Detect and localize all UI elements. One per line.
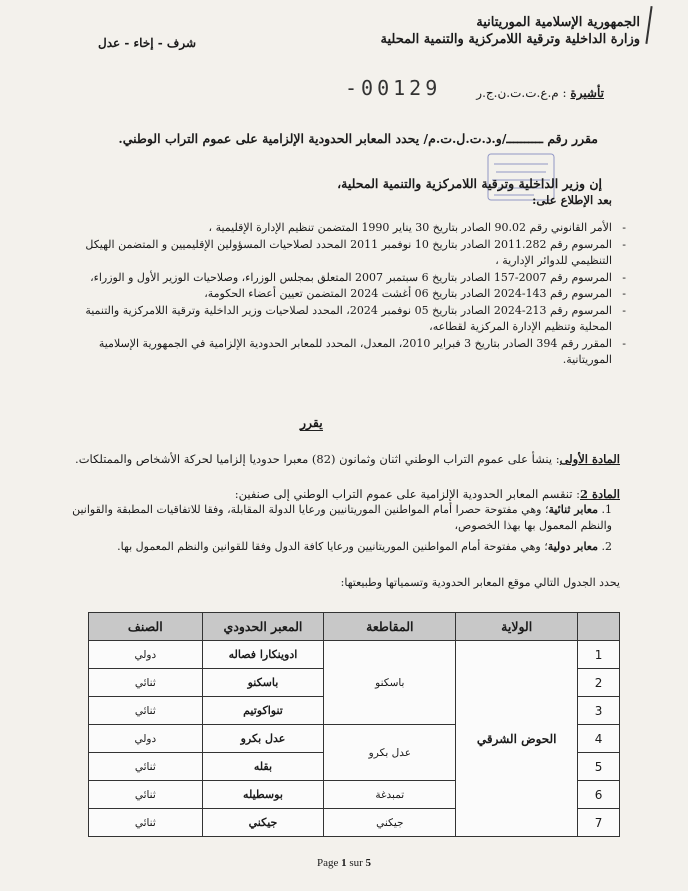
item-label: معابر دولية	[547, 540, 598, 553]
wilaya-cell: الحوض الشرقي	[456, 641, 578, 837]
row-number: 7	[578, 809, 620, 837]
table-header-row	[89, 613, 620, 641]
national-motto: شرف - إخاء - عدل	[98, 36, 197, 50]
row-number: 3	[578, 697, 620, 725]
letterhead	[320, 14, 640, 48]
republic-name: الجمهورية الإسلامية الموريتانية	[476, 15, 640, 30]
row-number: 1	[578, 641, 620, 669]
table-intro: يحدد الجدول التالي موقع المعابر الحدودية وتسمياتها وطبيعتها:	[340, 576, 620, 589]
crossing-cell: تنواكوتيم	[202, 697, 324, 725]
item-label: معابر ثنائية	[548, 503, 598, 516]
item-number: 1.	[601, 503, 612, 516]
article-1-heading: المادة الأولى	[559, 452, 620, 466]
list-item: - المرسوم رقم 213-2024 الصادر بتاريخ 05 نوفمبر 2024، المحدد لصلاحيات وزير الداخلية وترقية اللامركزية والتنمية المحلية وتنظيم الإدارة المركزية لقطاعه،	[56, 303, 626, 336]
tashira-value: : م.ع.ت.ت.ن.ج.ر	[476, 86, 567, 100]
moughataa-cell: جيكني	[324, 809, 456, 837]
item-text: ؛ وهي مفتوحة حصرا أمام المواطنين الموريتانيين ورعايا الدولة المقابلة، وفقا للاتفاقيات المطبقة والقوانين والنظم المعمول بها بهذا الخصوص،	[72, 503, 612, 532]
class-cell: ثنائي	[89, 697, 203, 725]
header-num	[578, 613, 620, 641]
article-2-text: : تنقسم المعابر الحدودية الإلزامية على عموم التراب الوطني إلى صنفين:	[234, 487, 580, 501]
crossing-cell: بوسطيله	[202, 781, 324, 809]
footer-page-number: 1	[341, 857, 347, 869]
footer-sur: sur	[346, 857, 366, 869]
row-number: 5	[578, 753, 620, 781]
row-number: 4	[578, 725, 620, 753]
footer-prefix: Page	[316, 857, 342, 869]
header-class: الصنف	[89, 613, 203, 641]
class-cell: دولي	[89, 641, 203, 669]
ministry-name: وزارة الداخلية وترقية اللامركزية والتنمية المحلية	[380, 32, 640, 47]
list-item: - الأمر القانوني رقم 90.02 الصادر بتاريخ 30 يناير 1990 المتضمن تنظيم الإدارة الإقليمية ،	[56, 220, 626, 237]
margin-pen-stroke	[645, 6, 652, 44]
footer-total-pages: 5	[365, 857, 372, 869]
crossing-cell: جيكني	[202, 809, 324, 837]
crossing-cell: عدل بكرو	[202, 725, 324, 753]
article-2-item-2	[42, 539, 612, 555]
article-1-text: : ينشأ على عموم التراب الوطني اثنان وثمانون (82) معبرا حدوديا إلزاميا لحركة الأشخاص والممتلكات.	[75, 452, 560, 466]
class-cell: ثنائي	[89, 753, 203, 781]
reference-number: -00129	[345, 76, 442, 100]
list-item: - المقرر رقم 394 الصادر بتاريخ 3 فبراير 2010، المعدل، المحدد للمعابر الحدودية الإلزامية في الجمهورية الإسلامية الموريتانية.	[56, 336, 626, 369]
decides-heading: يقرر	[300, 415, 323, 430]
list-item: - المرسوم رقم 2011.282 الصادر بتاريخ 10 نوفمبر 2011 المحدد لصلاحيات المسؤولين الإقليميين و المتضمن الهيكل التنظيمي للدوائر الإدارية ،	[56, 237, 626, 270]
tashira-label: تأشيرة	[570, 86, 604, 100]
list-item: - المرسوم رقم 143-2024 الصادر بتاريخ 06 أغشت 2024 المتضمن تعيين أعضاء الحكومة،	[56, 286, 626, 303]
row-number: 6	[578, 781, 620, 809]
row-number: 2	[578, 669, 620, 697]
page-footer	[0, 857, 688, 869]
tashira-line	[476, 86, 604, 100]
crossing-cell: باسكنو	[202, 669, 324, 697]
legal-references-list	[56, 220, 626, 369]
header-moughataa: المقاطعة	[324, 613, 456, 641]
moughataa-cell: تمبدغة	[324, 781, 456, 809]
class-cell: دولي	[89, 725, 203, 753]
minister-line: إن وزير الداخلية وترقية اللامركزية والتنمية المحلية،	[337, 176, 602, 191]
article-2-heading: المادة 2	[579, 487, 620, 501]
crossing-cell: بقله	[202, 753, 324, 781]
article-1	[36, 451, 620, 468]
class-cell: ثنائي	[89, 781, 203, 809]
moughataa-cell: باسكنو	[324, 641, 456, 725]
article-2-item-1	[42, 502, 612, 534]
table-row	[89, 641, 620, 669]
decree-title: مقرر رقم ــــــــــ/و.د.ت.ل.ت.م/ يحدد المعابر الحدودية الإلزامية على عموم التراب الوطني.	[118, 131, 598, 146]
header-crossing: المعبر الحدودي	[202, 613, 324, 641]
class-cell: ثنائي	[89, 669, 203, 697]
moughataa-cell: عدل بكرو	[324, 725, 456, 781]
header-wilaya: الولاية	[456, 613, 578, 641]
class-cell: ثنائي	[89, 809, 203, 837]
item-text: ؛ وهي مفتوحة أمام المواطنين الموريتانيين ورعايا كافة الدول وفقا للقوانين والنظم المعمول بها.	[117, 540, 548, 553]
list-item: - المرسوم رقم 2007-157 الصادر بتاريخ 6 سبتمبر 2007 المتعلق بمجلس الوزراء، وصلاحيات الوزير الأول و الوزراء،	[56, 270, 626, 287]
item-number: 2.	[601, 540, 612, 553]
crossing-cell: ادوينكارا فصاله	[202, 641, 324, 669]
article-2	[36, 486, 620, 503]
considering-label: بعد الإطلاع على:	[532, 193, 612, 207]
border-crossings-table	[88, 612, 620, 837]
